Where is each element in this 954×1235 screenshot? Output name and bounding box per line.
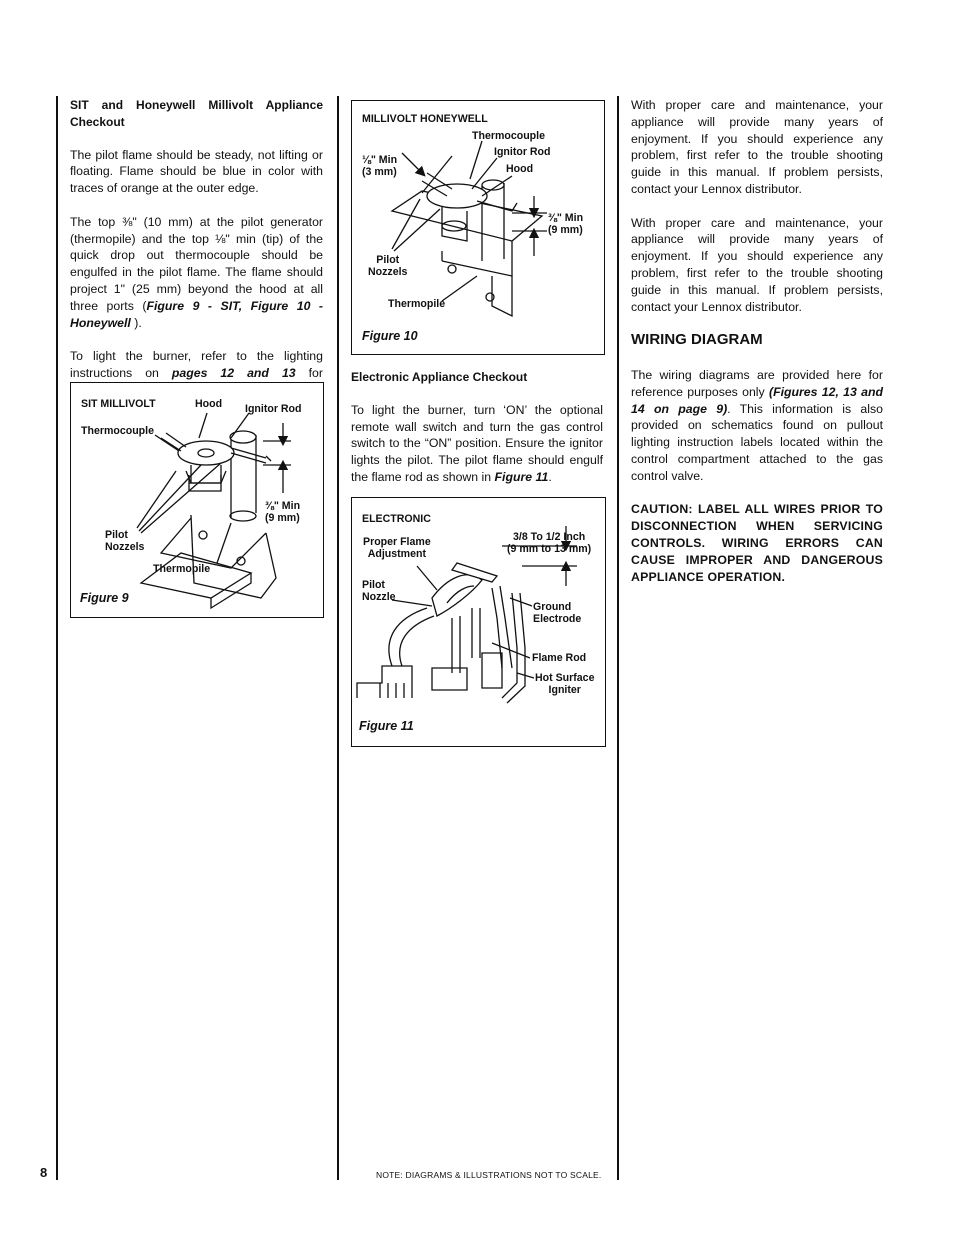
fig11-pilot-nozzle-label: Pilot Nozzle	[362, 579, 396, 603]
electronic-checkout-heading: Electronic Appliance Checkout	[351, 370, 528, 384]
left-margin-rule	[56, 96, 58, 1180]
fig11-proper-flame-label: Proper Flame Adjustment	[363, 536, 431, 560]
figure-10-millivolt-honeywell	[351, 100, 605, 355]
fig11-hot-surface-igniter-label: Hot Surface Igniter	[535, 672, 595, 696]
figures-12-14-reference: (Figures 12, 13 and 14 on page 9)	[631, 384, 883, 416]
fig10-title: MILLIVOLT HONEYWELL	[362, 113, 488, 125]
footer-note: NOTE: DIAGRAMS & ILLUSTRATIONS NOT TO SCALE.	[376, 1170, 602, 1180]
figure-9-caption: Figure 9	[80, 591, 129, 605]
caution-paragraph: CAUTION: LABEL ALL WIRES PRIOR TO DISCONNECTION WHEN SERVICING CONTROLS. WIRING ERRORS CAN CAUSE IMPROPER AND DANGEROUS APPLIANCE OPERATION.	[631, 502, 883, 584]
figure-10-caption: Figure 10	[362, 329, 418, 343]
care-paragraph-1: With proper care and maintenance, your appliance will provide many years of enjoyment. If you should experience any problem, first refer to the trouble shooting guide in this manual. If problem persists, contact your Lennox distributor.	[631, 98, 883, 196]
fig9-thermocouple-label: Thermocouple	[81, 425, 154, 437]
fig10-pilot-nozzels-label: Pilot Nozzels	[368, 254, 408, 278]
fig10-min38-label: ⅜" Min (9 mm)	[548, 212, 584, 236]
figure-11-reference: Figure 11	[494, 469, 549, 484]
fig9-pilot-nozzels-label: Pilot Nozzels	[105, 529, 145, 553]
fig10-thermocouple-label: Thermocouple	[472, 130, 545, 142]
figure-9-sit-millivolt	[70, 382, 324, 618]
lighting-instructions-paragraph: To light the burner, refer to the lighting instructions on pages 12 and 13 for	[70, 349, 323, 380]
thermopile-paragraph: The top ⅜" (10 mm) at the pilot generator (thermopile) and the top ⅛" min (tip) of the quick drop out thermocouple should be engulfed in the pilot flame. The flame should project 1" (25 mm) beyond the hood at all three ports (Figure 9 - SIT, Figure 10 - Honeywell ).	[70, 214, 324, 330]
middle-column	[351, 369, 603, 503]
fig9-hood-label: Hood	[195, 398, 223, 410]
sit-honeywell-heading: SIT and Honeywell Millivolt Appliance Checkout	[70, 98, 323, 129]
fig9-thermopile-label: Thermopile	[153, 563, 211, 575]
fig11-ground-electrode-label: Ground Electrode	[533, 601, 582, 625]
middle-column-rule	[337, 96, 339, 1180]
pilot-flame-paragraph: The pilot flame should be steady, not lifting or floating. Flame should be blue in color with traces of orange at the outer edge.	[70, 147, 323, 196]
electronic-lighting-paragraph: To light the burner, turn ‘ON’ the optional remote wall switch and turn the gas control switch to the “ON” position. Ensure the ignitor lights the pilot. The pilot flame should engulf the flame rod as shown in Figure 11.	[351, 402, 603, 484]
pages-reference: pages 12 and 13	[171, 365, 296, 380]
right-column-rule	[617, 96, 619, 1180]
figure-11-electronic	[351, 497, 606, 747]
fig10-thermopile-label: Thermopile	[388, 298, 446, 310]
figure-11-caption: Figure 11	[359, 719, 414, 733]
page-number: 8	[40, 1165, 48, 1180]
fig11-flame-rod-label: Flame Rod	[532, 652, 587, 664]
fig11-range-label: 3/8 To 1/2 Inch (9 mm to 13 mm)	[507, 531, 592, 555]
fig10-ignitor-rod-label: Ignitor Rod	[494, 146, 551, 158]
figure-9-10-reference: Figure 9 - SIT, Figure 10 - Honeywell	[70, 298, 324, 330]
right-column	[631, 97, 883, 602]
fig9-title: SIT MILLIVOLT	[81, 398, 156, 410]
fig9-min-label: ⅜" Min (9 mm)	[265, 500, 301, 524]
fig10-min18-label: ⅛" Min (3 mm)	[362, 154, 398, 178]
care-paragraph-2: With proper care and maintenance, your appliance will provide many years of enjoyment. If you should experience any problem, first refer to the trouble shooting guide in this manual. If problem persists, contact your Lennox distributor.	[631, 215, 883, 314]
wiring-paragraph: The wiring diagrams are provided here for reference purposes only (Figures 12, 13 and 14 on page 9). This information is also provided on schematics found on pullout lighting instruction labels located within the control compartment attached to the gas control valve.	[631, 367, 883, 483]
wiring-diagram-heading: WIRING DIAGRAM	[631, 331, 763, 349]
fig10-hood-label: Hood	[506, 163, 534, 175]
fig11-title: ELECTRONIC	[362, 513, 431, 525]
fig9-ignitor-rod-label: Ignitor Rod	[245, 403, 302, 415]
left-column	[70, 97, 323, 415]
